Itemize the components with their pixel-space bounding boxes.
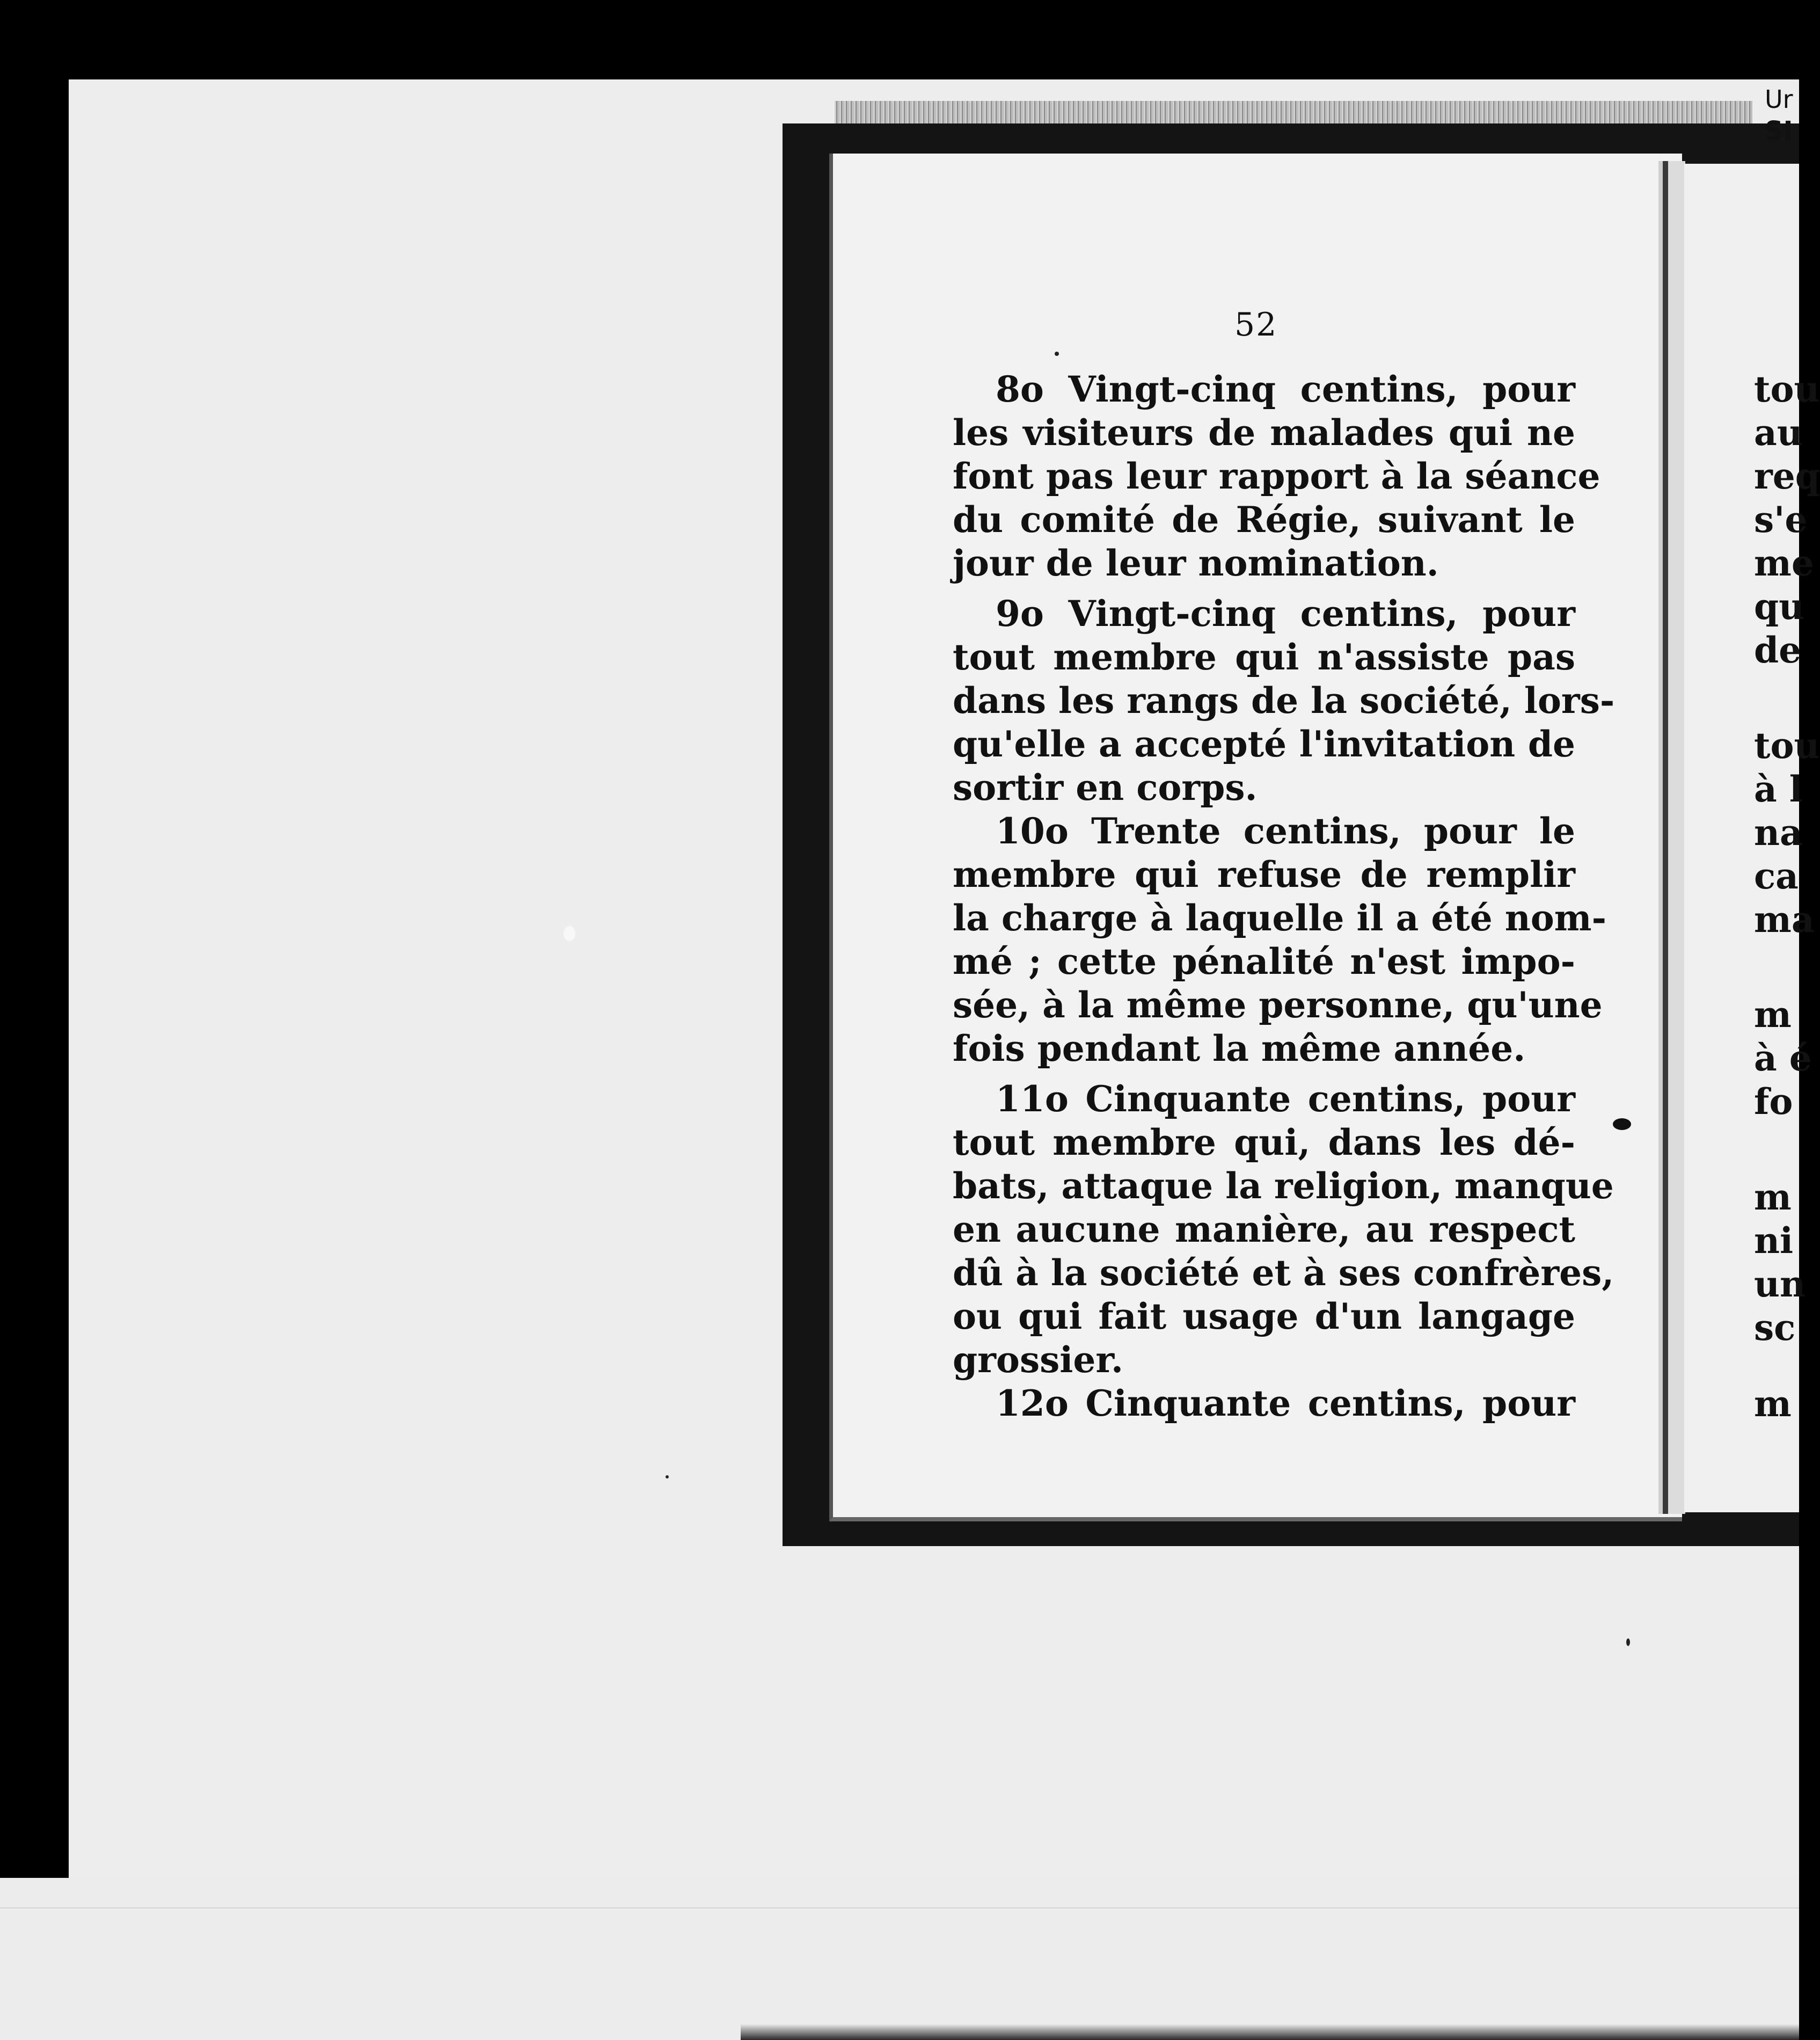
facing-page-fragment: m bbox=[1754, 1383, 1792, 1425]
ink-speck bbox=[1626, 1638, 1630, 1646]
page-body-text bbox=[953, 368, 1615, 1425]
ink-speck bbox=[666, 1475, 669, 1478]
text-line: ou qui fait usage d'un langage bbox=[953, 1295, 1575, 1337]
text-line: dû à la société et à ses confrères, bbox=[953, 1252, 1614, 1294]
scan-bottom-margin bbox=[0, 1878, 1799, 2040]
corner-label bbox=[1765, 85, 1793, 146]
text-line: dans les rangs de la société, lors- bbox=[953, 680, 1615, 722]
facing-page-fragment: s'e bbox=[1754, 499, 1808, 541]
bottom-shadow bbox=[741, 2024, 1799, 2040]
ink-speck bbox=[1055, 352, 1059, 356]
text-line: tout membre qui n'assiste pas bbox=[953, 636, 1575, 678]
text-line: tout membre qui, dans les dé- bbox=[953, 1121, 1575, 1163]
scan-line bbox=[0, 1907, 1799, 1908]
facing-page-fragment: fo bbox=[1754, 1081, 1793, 1123]
text-line: les visiteurs de malades qui ne bbox=[953, 412, 1575, 454]
facing-page-fragment: ma bbox=[1754, 899, 1815, 941]
text-line: font pas leur rapport à la séance bbox=[953, 455, 1600, 497]
text-line: du comité de Régie, suivant le bbox=[953, 499, 1575, 541]
text-line: grossier. bbox=[953, 1339, 1124, 1381]
book-gutter bbox=[1648, 161, 1685, 1514]
facing-page-fragment: m bbox=[1754, 1176, 1792, 1218]
text-line: 10o Trente centins, pour le bbox=[996, 810, 1575, 852]
facing-page-fragment: req bbox=[1754, 455, 1820, 497]
facing-page-fragment: me bbox=[1754, 542, 1814, 584]
text-line: 9o Vingt-cinq centins, pour bbox=[996, 593, 1575, 635]
text-line: sortir en corps. bbox=[953, 767, 1258, 808]
text-line: fois pendant la même année. bbox=[953, 1028, 1526, 1069]
text-line: en aucune manière, au respect bbox=[953, 1208, 1575, 1250]
facing-page-fragment: na bbox=[1754, 812, 1803, 854]
facing-page-fragment: tou bbox=[1754, 725, 1820, 767]
facing-page-fragment: au bbox=[1754, 412, 1803, 454]
page-number: 52 bbox=[1234, 306, 1278, 344]
facing-page-fragment: tou bbox=[1754, 368, 1820, 410]
facing-page-fragment: m bbox=[1754, 994, 1792, 1036]
text-line: qu'elle a accepté l'invitation de bbox=[953, 723, 1575, 765]
corner-label-line-1: Ur bbox=[1765, 85, 1793, 114]
facing-page-fragment: à l bbox=[1754, 768, 1803, 810]
paper-speck bbox=[564, 926, 575, 941]
facing-page-fragment: de bbox=[1754, 629, 1802, 671]
facing-page-fragment: ni bbox=[1754, 1220, 1794, 1262]
text-line: 11o Cinquante centins, pour bbox=[996, 1078, 1575, 1120]
facing-page-fragment: sc bbox=[1754, 1307, 1796, 1349]
ink-blot bbox=[1613, 1118, 1631, 1130]
text-line: 12o Cinquante centins, pour bbox=[996, 1382, 1575, 1424]
facing-page-fragment: ca bbox=[1754, 855, 1799, 897]
text-line: jour de leur nomination. bbox=[953, 542, 1439, 584]
text-line: sée, à la même personne, qu'une bbox=[953, 984, 1603, 1026]
facing-page-fragment: à é bbox=[1754, 1037, 1812, 1079]
text-line: mé ; cette pénalité n'est impo- bbox=[953, 941, 1575, 982]
text-line: membre qui refuse de remplir bbox=[953, 854, 1575, 895]
text-line: la charge à laquelle il a été nom- bbox=[953, 897, 1607, 939]
facing-page-fragment: qu bbox=[1754, 586, 1805, 628]
text-line: 8o Vingt-cinq centins, pour bbox=[996, 368, 1575, 410]
corner-label-line-2: SI bbox=[1765, 116, 1793, 146]
text-line: bats, attaque la religion, manque bbox=[953, 1165, 1614, 1207]
facing-page-fragment: un bbox=[1754, 1263, 1806, 1305]
